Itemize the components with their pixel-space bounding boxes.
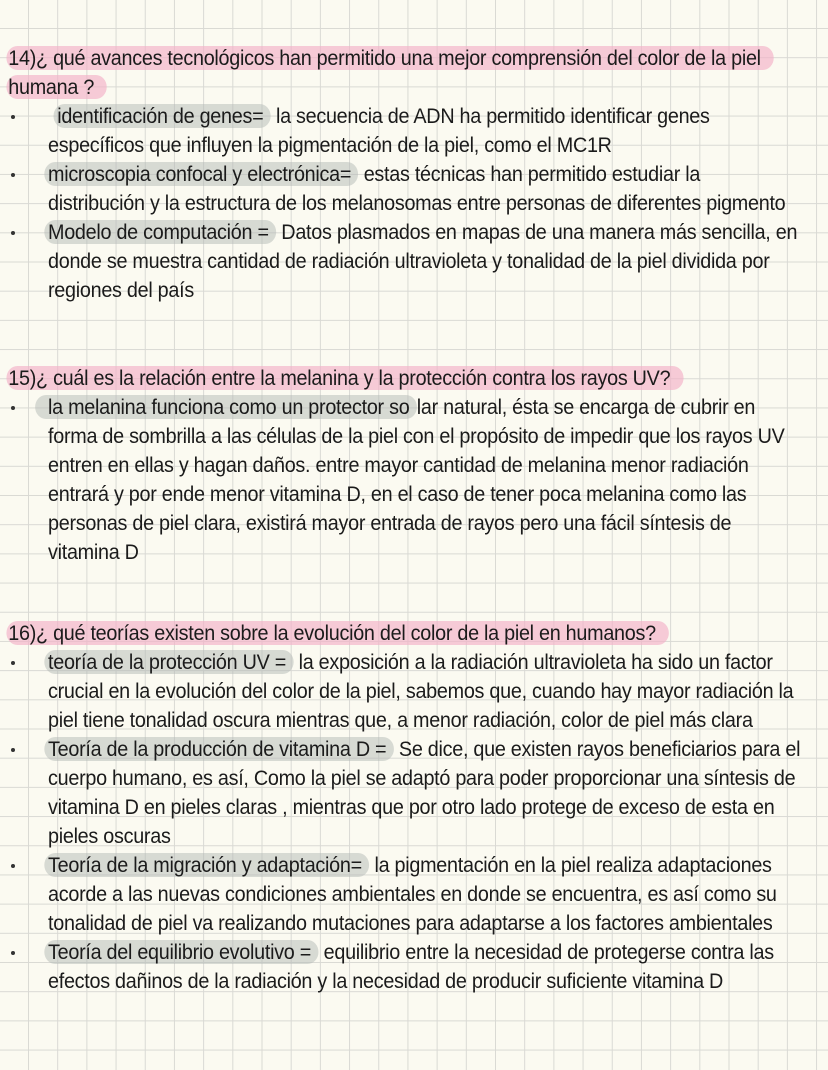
bullet-text: específicos que influyen la pigmentación de la piel, como el MC1R	[48, 133, 612, 157]
bullet-text: Datos plasmados en mapas de una manera más sencilla, en	[276, 220, 798, 244]
question-14	[0, 44, 816, 102]
bullet-item	[0, 851, 828, 938]
bullet-text: vitamina D	[48, 540, 139, 564]
bullet-text: tonalidad de piel va realizando mutaciones para adaptarse a los factores ambientales	[48, 911, 773, 935]
bullet-item	[0, 102, 828, 160]
bullet-text: efectos dañinos de la radiación y la necesidad de producir suficiente vitamina D	[48, 969, 724, 993]
bullet-text: la exposición a la radiación ultravioleta ha sido un factor	[293, 650, 773, 674]
bullet-dot-icon	[11, 406, 15, 410]
bullet-dot-icon	[11, 661, 15, 665]
question-16	[0, 619, 816, 648]
bullet-text: piel tiene tonalidad oscura mientras que, a menor radiación, color de piel más clara	[48, 708, 753, 732]
bullet-text: regiones del país	[48, 278, 194, 302]
bullet-dot-icon	[11, 173, 15, 177]
term-highlight: teoría de la protección UV =	[44, 650, 293, 674]
bullet-text: vitamina D en pieles claras , mientras que por otro lado protege de exceso de esta en	[48, 795, 775, 819]
question-highlight: humana ?	[6, 75, 106, 99]
bullet-text: entren en ellas y hagan daños. entre mayor cantidad de melanina menor radiación	[48, 453, 749, 477]
question-highlight: 14)¿ qué avances tecnológicos han permitido una mejor comprensión del color de la piel	[6, 46, 773, 70]
bullet-text: acorde a las nuevas condiciones ambientales en donde se encuentra, es así como su	[48, 882, 777, 906]
bullet-text: donde se muestra cantidad de radiación ultravioleta y tonalidad de la piel dividida por	[48, 249, 770, 273]
question-highlight: 15)¿ cuál es la relación entre la melanina y la protección contra los rayos UV?	[6, 366, 683, 390]
bullet-dot-icon	[11, 231, 15, 235]
bullet-text: crucial en la evolución del color de la piel, sabemos que, cuando hay mayor radiación la	[48, 679, 794, 703]
bullet-item	[0, 218, 828, 305]
section-15	[0, 364, 828, 567]
term-highlight: Teoría del equilibrio evolutivo =	[44, 940, 318, 964]
section-16	[0, 619, 828, 996]
bullet-item	[0, 938, 828, 996]
bullet-text: pieles oscuras	[48, 824, 171, 848]
bullet-text: cuerpo humano, es así, Como la piel se adaptó para poder proporcionar una síntesis de	[48, 766, 796, 790]
bullet-dot-icon	[11, 748, 15, 752]
bullet-text: equilibrio entre la necesidad de protegerse contra las	[318, 940, 774, 964]
bullet-text: Se dice, que existen rayos beneficiarios para el	[393, 737, 801, 761]
bullet-text: estas técnicas han permitido estudiar la	[358, 162, 701, 186]
bullet-text: la secuencia de ADN ha permitido identificar genes	[270, 104, 710, 128]
term-highlight: la melanina funciona como un protector so	[35, 395, 417, 419]
bullet-dot-icon	[11, 951, 15, 955]
bullet-item	[0, 160, 828, 218]
bullet-text: la pigmentación en la piel realiza adaptaciones	[369, 853, 772, 877]
question-15	[0, 364, 816, 393]
term-highlight: Teoría de la migración y adaptación=	[44, 853, 369, 877]
bullet-item	[0, 648, 828, 735]
term-highlight: identificación de genes=	[54, 104, 271, 128]
term-highlight: Teoría de la producción de vitamina D =	[44, 737, 393, 761]
bullet-text: distribución y la estructura de los melanosomas entre personas de diferentes pigmento	[48, 191, 786, 215]
bullet-text: lar natural, ésta se encarga de cubrir en	[416, 395, 756, 419]
term-highlight: Modelo de computación =	[44, 220, 276, 244]
bullet-text: personas de piel clara, existirá mayor entrada de rayos pero una fácil síntesis de	[48, 511, 732, 535]
question-highlight: 16)¿ qué teorías existen sobre la evolución del color de la piel en humanos?	[6, 621, 668, 645]
section-14	[0, 44, 828, 305]
bullet-text: forma de sombrilla a las células de la piel con el propósito de impedir que los rayos UV	[48, 424, 785, 448]
bullet-item	[0, 393, 828, 567]
bullet-text: entrará y por ende menor vitamina D, en el caso de tener poca melanina como las	[48, 482, 747, 506]
bullet-dot-icon	[11, 864, 15, 868]
bullet-item	[0, 735, 828, 851]
term-highlight: microscopia confocal y electrónica=	[44, 162, 358, 186]
bullet-dot-icon	[11, 115, 15, 119]
